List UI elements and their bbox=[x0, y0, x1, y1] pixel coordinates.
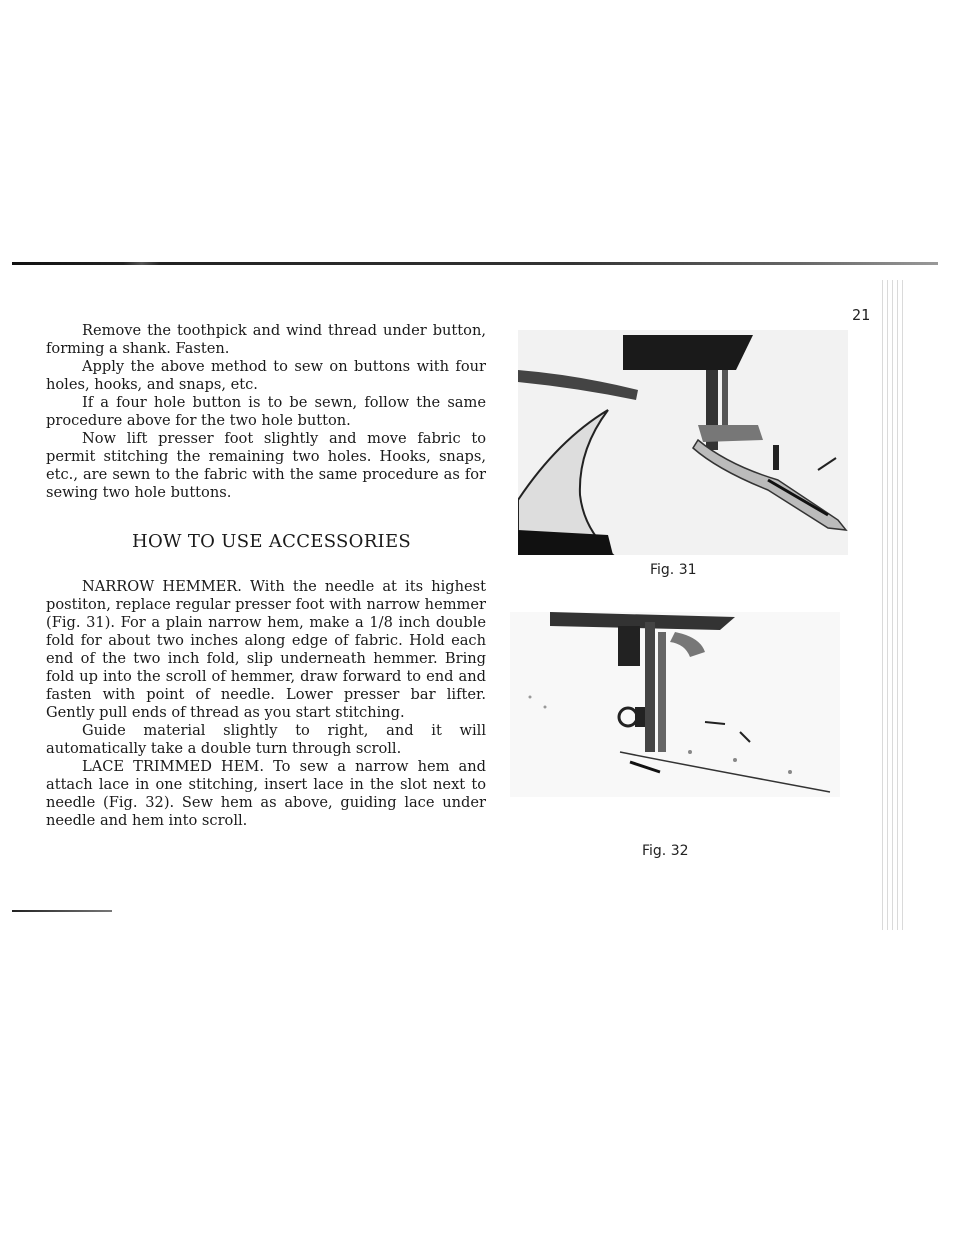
body-text-top bbox=[46, 322, 486, 502]
body-text-bottom bbox=[46, 578, 486, 830]
top-rule bbox=[12, 262, 938, 265]
paragraph: Apply the above method to sew on buttons with four holes, hooks, and snaps, etc. bbox=[46, 358, 486, 393]
paragraph: Guide material slightly to right, and it will automatically take a double turn through scroll. bbox=[46, 722, 486, 757]
paragraph: If a four hole button is to be sewn, follow the same procedure above for the two hole button. bbox=[46, 394, 486, 429]
paragraph: NARROW HEMMER. With the needle at its highest postiton, replace regular presser foot with narrow hemmer (Fig. 31). For a plain narrow hem, make a 1/8 inch double fold for about two inches along edge of fabric. Hold each end of the two inch fold, slip underneath hemmer. Bring fold up into the scroll of hemmer, draw forward to end and fasten with point of needle. Lower presser bar lifter. Gently pull ends of thread as you start stitching. bbox=[46, 578, 486, 721]
paragraph: LACE TRIMMED HEM. To sew a narrow hem and attach lace in one stitching, insert lace in the slot next to needle (Fig. 32). Sew hem as above, guiding lace under needle and hem into scroll. bbox=[46, 758, 486, 829]
figure-31-caption: Fig. 31 bbox=[650, 562, 697, 578]
hemmer-illustration bbox=[518, 330, 848, 555]
page-edge-shadow bbox=[880, 280, 906, 930]
figure-31-photo bbox=[518, 330, 848, 555]
lace-hem-illustration bbox=[510, 612, 840, 797]
section-heading: HOW TO USE ACCESSORIES bbox=[132, 531, 412, 552]
figure-32-caption: Fig. 32 bbox=[642, 843, 689, 859]
figure-32-photo bbox=[510, 612, 840, 797]
page-number: 21 bbox=[852, 306, 871, 324]
bottom-rule bbox=[12, 910, 112, 912]
paragraph: Remove the toothpick and wind thread under button, forming a shank. Fasten. bbox=[46, 322, 486, 357]
paragraph: Now lift presser foot slightly and move fabric to permit stitching the remaining two holes. Hooks, snaps, etc., are sewn to the fabric with the same procedure as for sewing two hole buttons. bbox=[46, 430, 486, 501]
